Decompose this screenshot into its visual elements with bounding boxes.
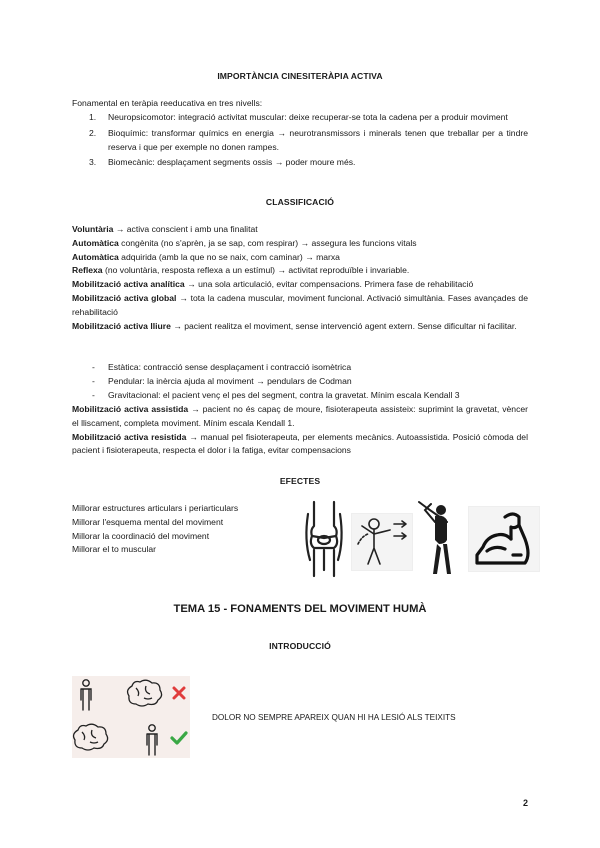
knee-joint-icon	[300, 500, 348, 578]
item-automatica-adquirida: Automàtica adquirida (amb la que no se naix, com caminar) → marxa	[72, 251, 340, 262]
pain-lesion-illustration	[72, 676, 190, 758]
list-item: Millorar la coordinació del moviment	[72, 530, 210, 541]
item-voluntaria: Voluntària → activa conscient i amb una finalitat	[72, 224, 258, 234]
golfer-icon	[417, 500, 461, 578]
item-lliure: Mobilització activa lliure → pacient realitza el moviment, sense intervenció agent extern. Sense dificultar ni facilitar.	[72, 320, 517, 331]
item-reflexa: Reflexa (no voluntària, resposta reflexa a un estímul) → activitat reproduïble i invariable.	[72, 265, 410, 276]
page-number: 2	[522, 798, 528, 808]
classificacio-block	[72, 223, 528, 333]
lliure-sublist	[72, 361, 528, 402]
efectes-list	[72, 502, 302, 557]
heading-introduccio: INTRODUCCIÓ	[269, 641, 331, 651]
arm-exercise-icon	[351, 513, 413, 571]
importancia-intro: Fonamental en teràpia reeducativa en tres nivells:	[72, 98, 263, 108]
item-resistida: Mobilització activa resistida → manual pel fisioterapeuta, per elements mecànics. Autoassistida. Posició còmoda del pacient i fisioterapeuta, respecta el dolor i la fatiga, evitar compensacions	[72, 431, 528, 456]
importancia-list	[72, 111, 528, 170]
introduccio-text: DOLOR NO SEMPRE APAREIX QUAN HI HA LESIÓ ALS TEIXITS	[212, 713, 456, 722]
item-global: Mobilització activa global → tota la cadena muscular, moviment funcional. Activació simultània. Fases avançades de rehabilitació	[72, 292, 528, 317]
heading-importancia: IMPORTÀNCIA CINESITERÀPIA ACTIVA	[217, 71, 383, 81]
list-item: Millorar l'esquema mental del moviment	[72, 516, 224, 527]
list-item: 2. Bioquímic: transformar químics en energia → neurotransmissors i minerals tenen que treballar per a tindre reserva i que per exemple no donen rampes.	[89, 127, 528, 152]
tema-title: TEMA 15 - FONAMENTS DEL MOVIMENT HUMÀ	[173, 603, 427, 615]
item-assistida: Mobilització activa assistida → pacient no és capaç de moure, fisioterapeuta assisteix: suprimint la gravetat, vèncer el lliscament, completa moviment. Mínim escala Kendall 1.	[72, 404, 529, 428]
list-item: - Estàtica: contracció sense desplaçament i contracció isomètrica	[72, 361, 528, 375]
classificacio-block-2	[72, 403, 528, 458]
list-item: Millorar estructures articulars i periarticulars	[72, 503, 239, 513]
list-item: - Pendular: la inèrcia ajuda al moviment → pendulars de Codman	[72, 375, 528, 389]
heading-efectes: EFECTES	[279, 476, 321, 486]
flexed-arm-icon	[468, 506, 540, 572]
list-item: 3. Biomecànic: desplaçament segments ossis → poder moure més.	[89, 157, 356, 168]
list-item: - Gravitacional: el pacient venç el pes del segment, contra la gravetat. Mínim escala Kendall 3	[72, 389, 528, 403]
list-item: 1. Neuropsicomotor: integració activitat muscular: deixe recuperar-se tota la cadena per a produir moviment	[89, 112, 508, 122]
heading-classificacio: CLASSIFICACIÓ	[265, 197, 335, 207]
item-automatica-congenita: Automàtica congènita (no s'aprèn, ja se sap, com respirar) → assegura les funcions vitals	[72, 237, 417, 248]
item-analitica: Mobilització activa analítica → una sola articulació, evitar compensacions. Primera fase de rehabilitació	[72, 279, 474, 290]
list-item: Millorar el to muscular	[72, 544, 157, 555]
